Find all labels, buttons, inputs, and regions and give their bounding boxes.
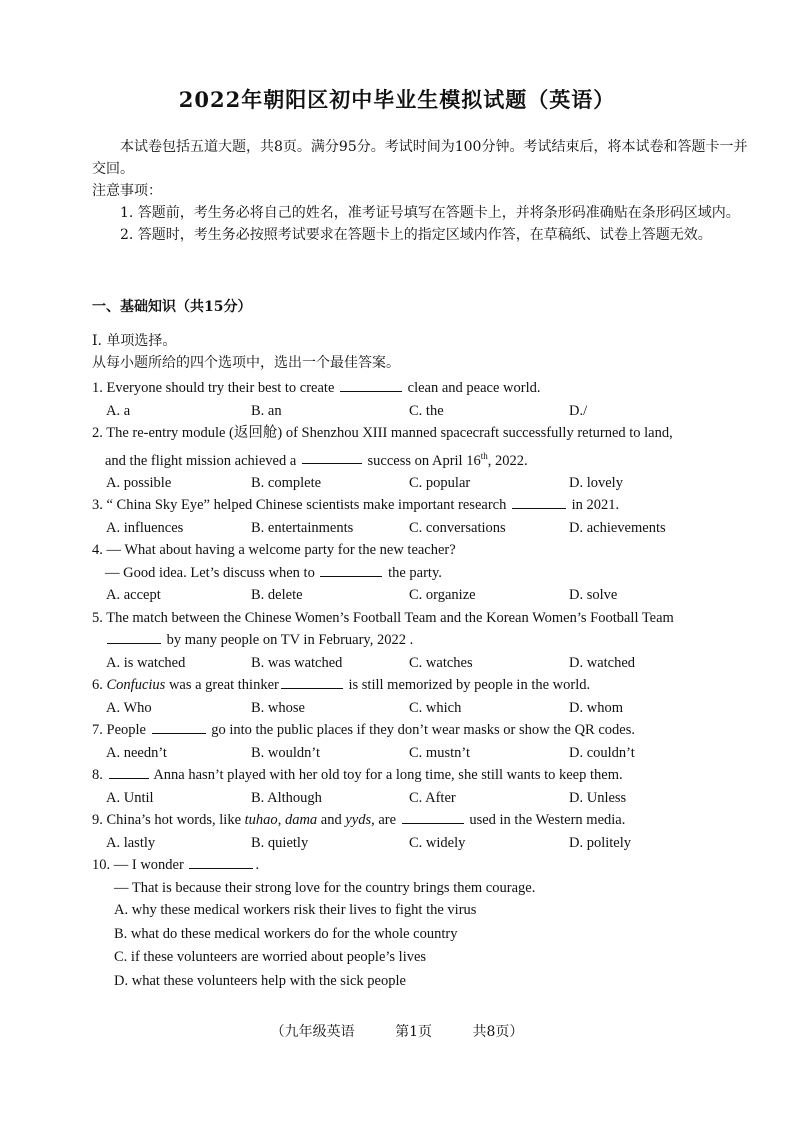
question-text: , are xyxy=(371,812,397,829)
section-heading: 一、基础知识（共15分） xyxy=(92,299,252,315)
part-heading xyxy=(92,330,400,374)
option-a: A. lastly xyxy=(106,834,156,851)
option-b: B. an xyxy=(251,402,282,419)
question-9 xyxy=(92,809,762,854)
question-text: 7. People xyxy=(92,722,146,739)
option-a: A. a xyxy=(106,402,131,419)
question-text: 3. “ China Sky Eye” helped Chinese scientists make important research xyxy=(92,497,507,514)
options xyxy=(92,742,762,765)
part-title: Ⅰ. 单项选择。 xyxy=(92,333,177,349)
option-d: D. whom xyxy=(569,699,623,716)
question-text: and xyxy=(320,812,342,829)
footer-subject: （九年级英语 xyxy=(270,1024,355,1040)
question-6 xyxy=(92,674,762,719)
notice-label: 注意事项： xyxy=(92,183,162,199)
question-1 xyxy=(92,377,762,422)
option-c: C. After xyxy=(409,789,456,806)
options xyxy=(92,517,762,540)
option-b: B. Although xyxy=(251,789,322,806)
notice-item-2: 2. 答题时，考生务必按照考试要求在答题卡上的指定区域内作答，在草稿纸、试卷上答题无效。 xyxy=(120,227,712,243)
option-c: C. mustn’t xyxy=(409,744,470,761)
question-text: go into the public places if they don’t wear masks or show the QR codes. xyxy=(211,722,635,739)
footer-total-pages: 共8页） xyxy=(472,1024,524,1040)
page-title: 2022年朝阳区初中毕业生模拟试题（英语） xyxy=(178,87,616,112)
question-text: was a great thinker xyxy=(168,677,279,694)
answer-blank xyxy=(109,764,149,779)
question-text: success on April 16 xyxy=(367,452,481,469)
options xyxy=(92,584,762,607)
option-c: C. if these volunteers are worried about people’s lives xyxy=(114,949,427,966)
question-text: the party. xyxy=(388,564,442,581)
option-d: D. achievements xyxy=(569,519,666,536)
option-d: D. Unless xyxy=(569,789,627,806)
option-d: D. politely xyxy=(569,834,632,851)
option-c: C. watches xyxy=(409,654,473,671)
option-a: A. needn’t xyxy=(106,744,167,761)
question-4 xyxy=(92,539,762,607)
option-c: C. organize xyxy=(409,587,476,604)
option-b: B. quietly xyxy=(251,834,309,851)
question-text: 9. China’s hot words, like xyxy=(92,812,242,829)
question-text: 6. xyxy=(92,677,103,694)
option-b: B. complete xyxy=(251,474,322,491)
question-3 xyxy=(92,494,762,539)
footer-page-number: 第1页 xyxy=(395,1024,432,1040)
options xyxy=(92,832,762,855)
page-footer xyxy=(0,1021,794,1041)
option-b: B. what do these medical workers do for the whole country xyxy=(114,925,458,942)
question-text: and the flight mission achieved a xyxy=(105,452,297,469)
answer-blank xyxy=(107,629,161,644)
question-text: 10. — I wonder xyxy=(92,857,184,874)
option-d: D. watched xyxy=(569,654,636,671)
option-c: C. conversations xyxy=(409,519,506,536)
question-10 xyxy=(92,854,762,993)
answer-blank xyxy=(189,854,253,869)
option-a: A. Who xyxy=(106,699,152,716)
question-text: , xyxy=(277,812,282,829)
superscript: th xyxy=(480,450,488,461)
option-c: C. which xyxy=(409,699,462,716)
option-b: B. was watched xyxy=(251,654,343,671)
question-text: is still memorized by people in the world. xyxy=(348,677,591,694)
question-8 xyxy=(92,764,762,809)
options xyxy=(92,697,762,720)
question-text: . xyxy=(255,857,260,874)
question-2 xyxy=(92,422,762,494)
option-b: B. delete xyxy=(251,587,303,604)
question-text: 1. Everyone should try their best to create xyxy=(92,380,335,396)
option-b: B. entertainments xyxy=(251,519,354,536)
answer-blank xyxy=(281,674,343,689)
question-text: by many people on TV in February, 2022 . xyxy=(166,632,414,649)
option-d: D./ xyxy=(569,402,588,419)
option-d: D. what these volunteers help with the sick people xyxy=(114,972,406,989)
options xyxy=(92,652,762,675)
option-c: C. widely xyxy=(409,834,466,851)
option-d: D. lovely xyxy=(569,474,623,491)
part-instruction: 从每小题所给的四个选项中，选出一个最佳答案。 xyxy=(92,355,400,371)
question-text: 4. — What about having a welcome party for the new teacher? xyxy=(92,542,456,559)
option-a: A. why these medical workers risk their lives to fight the virus xyxy=(114,902,477,919)
option-d: D. solve xyxy=(569,587,618,604)
answer-blank xyxy=(302,449,362,464)
option-a: A. possible xyxy=(106,474,172,491)
options xyxy=(92,472,762,495)
question-text: — That is because their strong love for the country brings them courage. xyxy=(114,879,536,896)
option-c: C. the xyxy=(409,402,444,419)
question-text: clean and peace world. xyxy=(407,380,541,396)
notice-item-1: 1. 答题前，考生务必将自己的姓名，准考证号填写在答题卡上，并将条形码准确贴在条形码区域内。 xyxy=(120,205,740,221)
question-text: — Good idea. Let’s discuss when to xyxy=(105,564,315,581)
question-text: , 2022. xyxy=(487,452,528,469)
options xyxy=(92,400,762,423)
italic-term: yyds xyxy=(345,812,372,829)
answer-blank xyxy=(152,719,206,734)
option-b: B. wouldn’t xyxy=(251,744,321,761)
option-a: A. accept xyxy=(106,587,161,604)
exam-instructions xyxy=(92,136,756,246)
options xyxy=(92,787,762,810)
option-d: D. couldn’t xyxy=(569,744,635,761)
question-text: 5. The match between the Chinese Women’s Football Team and the Korean Women’s Football Team xyxy=(92,609,674,626)
question-text: Anna hasn’t played with her old toy for a long time, she still wants to keep them. xyxy=(153,767,623,784)
question-text: in 2021. xyxy=(571,497,620,514)
option-b: B. whose xyxy=(251,699,305,716)
answer-blank xyxy=(340,377,402,392)
option-c: C. popular xyxy=(409,474,471,491)
option-a: A. is watched xyxy=(106,654,186,671)
answer-blank xyxy=(402,809,464,824)
option-a: A. influences xyxy=(106,519,184,536)
question-text: 2. The re-entry module (返回舱) of Shenzhou XIII manned spacecraft successfully returned to land, xyxy=(92,425,673,441)
italic-term: tuhao xyxy=(244,812,278,829)
answer-blank xyxy=(512,494,566,509)
question-text: 8. xyxy=(92,767,103,784)
option-a: A. Until xyxy=(106,789,154,806)
question-5 xyxy=(92,607,762,675)
italic-term: dama xyxy=(284,812,318,829)
italic-term: Confucius xyxy=(106,677,166,694)
answer-blank xyxy=(320,562,382,577)
question-list xyxy=(92,377,762,993)
question-text: used in the Western media. xyxy=(469,812,626,829)
question-7 xyxy=(92,719,762,764)
intro-paragraph: 本试卷包括五道大题，共8页。满分95分。考试时间为100分钟。考试结束后，将本试卷和答题卡一并交回。 xyxy=(92,139,748,177)
